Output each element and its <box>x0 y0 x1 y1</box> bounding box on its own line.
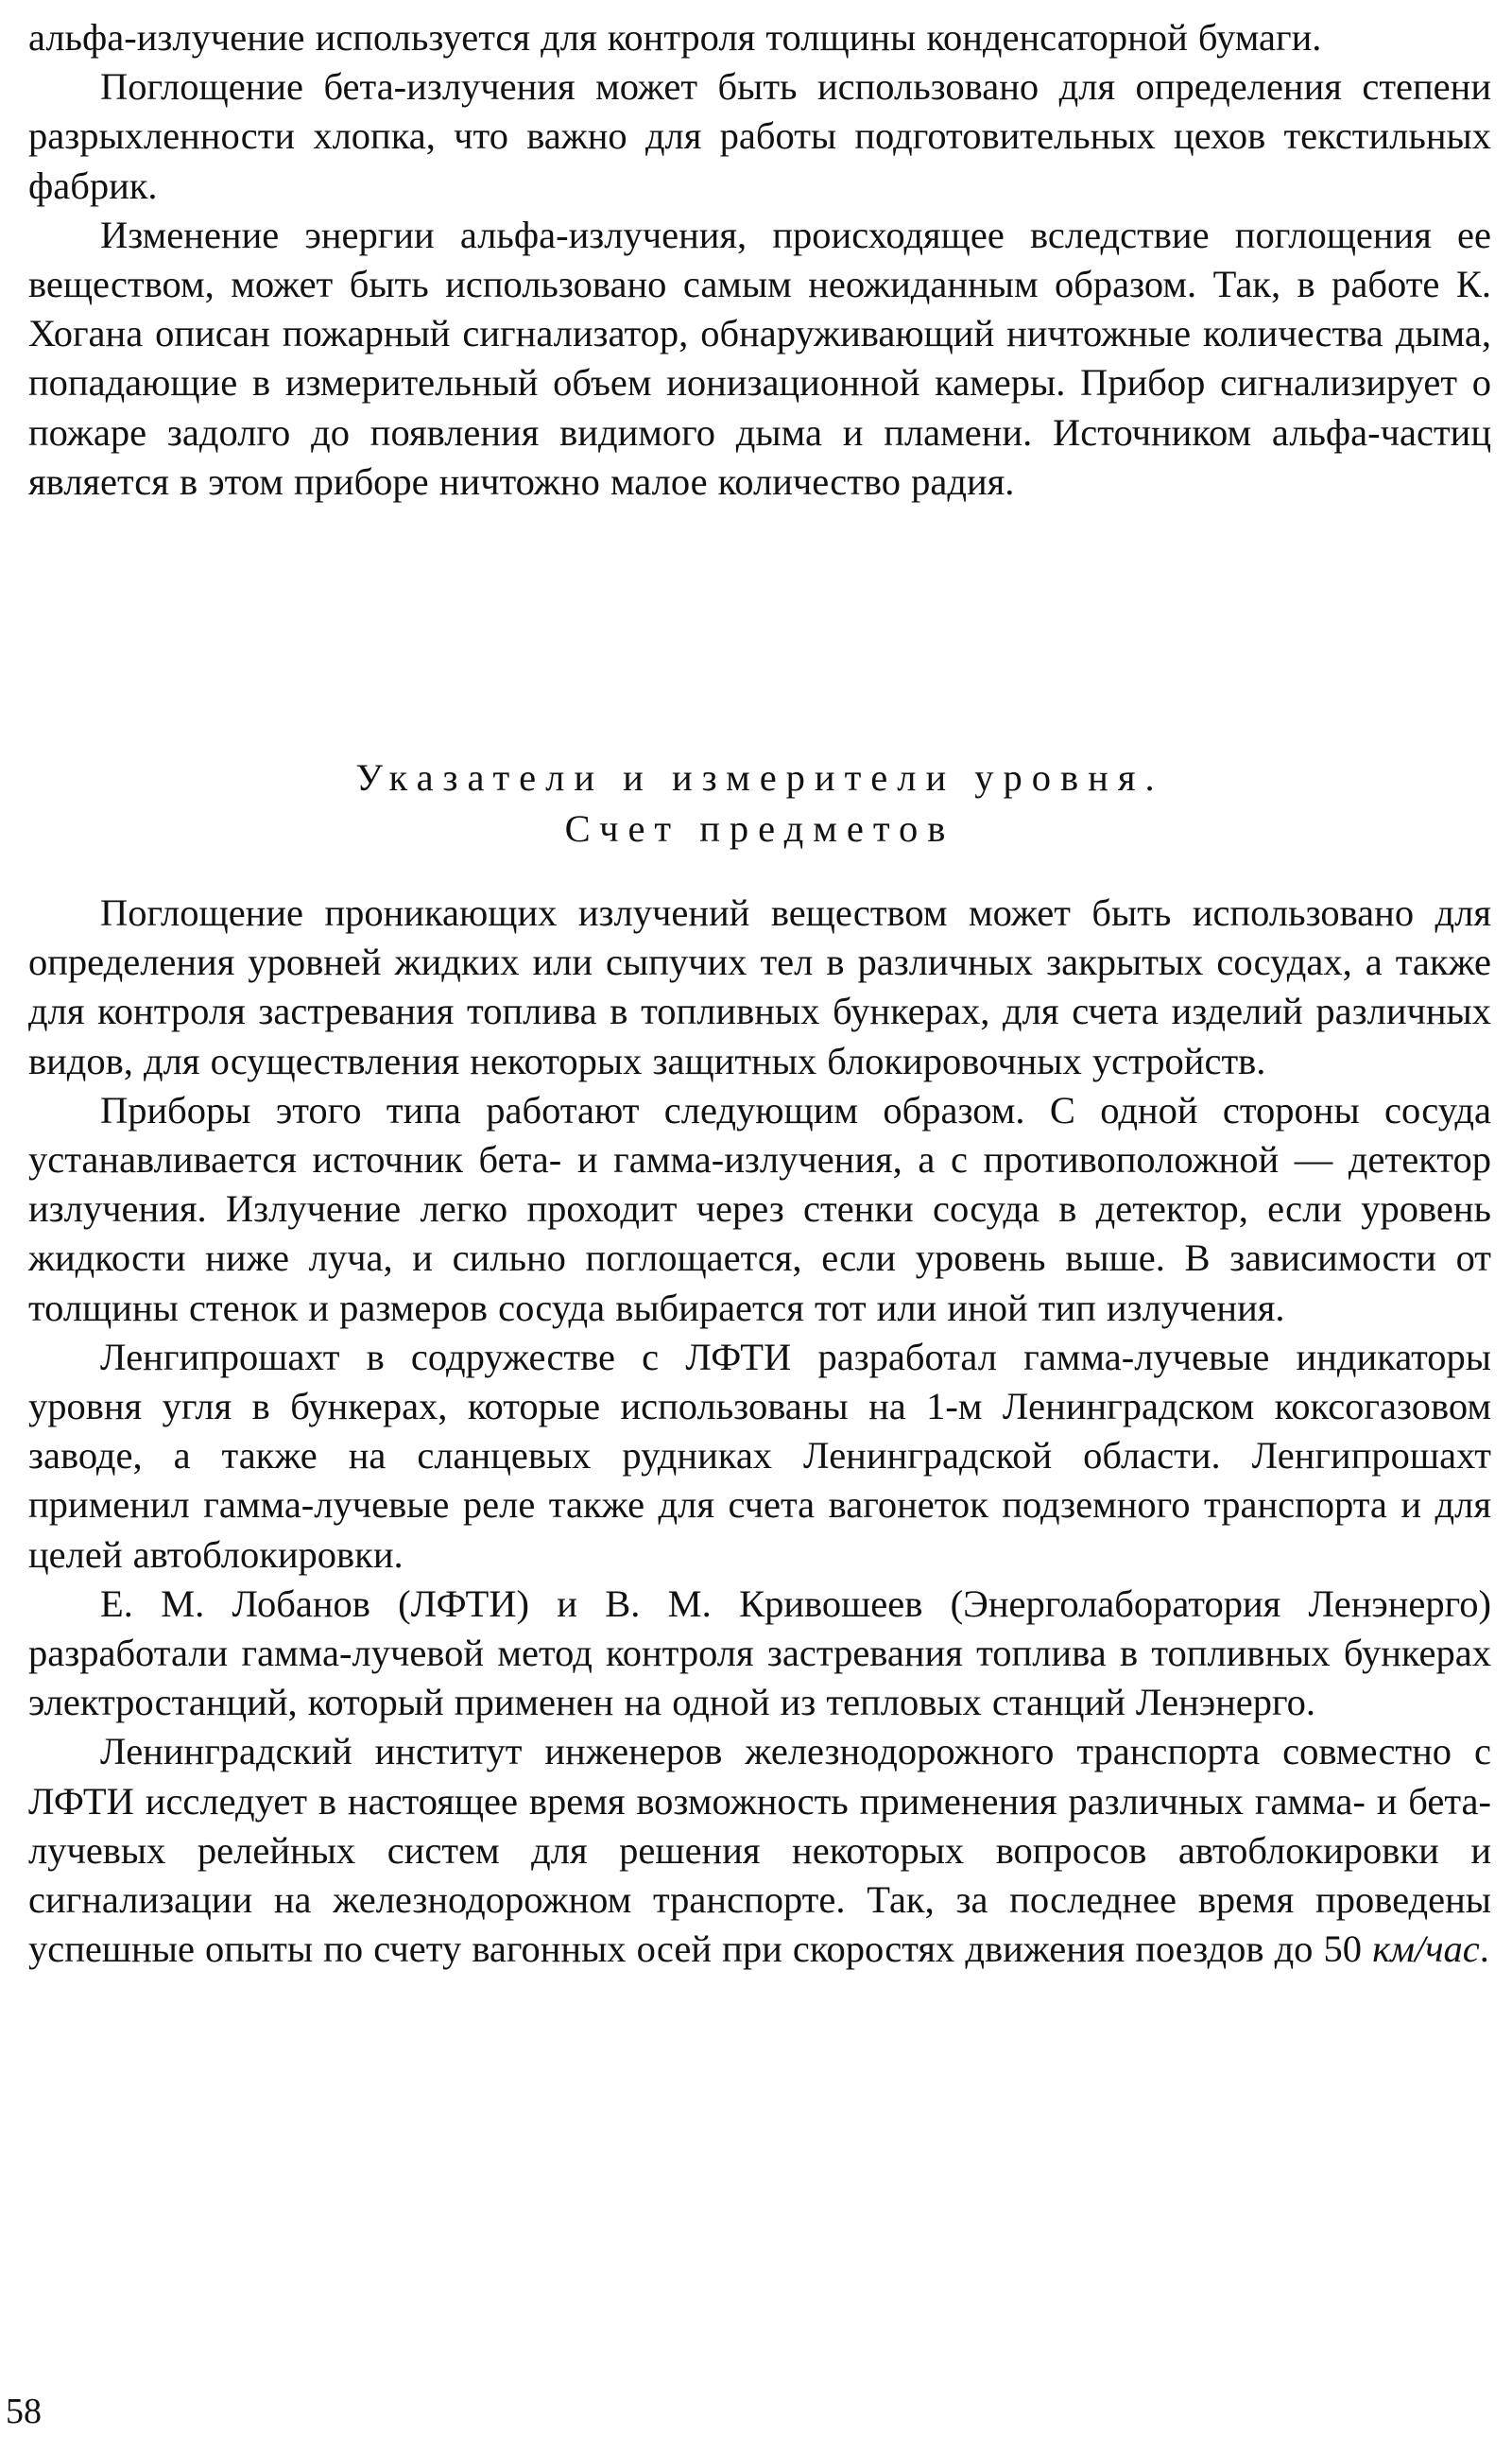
paragraph-absorption: Поглощение проникающих излучений веществом может быть использовано для определения уровней жидких или сыпучих тел в различных закрытых сосудах, а также для контроля застревания топлива в топливных бункерах, для счета изделий различных видов, для осуществления некоторых защитных блокировочных устройств. <box>28 891 1491 1082</box>
speed-unit: км/час <box>1372 1927 1480 1971</box>
paragraph-fire-alarm: Изменение энергии альфа-излучения, происходящее вследствие поглощения ее веществом, может быть использовано самым неожиданным образом. Так, в работе К. Хогана описан пожарный сигнализатор, обнаруживающий ничтожные количества дыма, попадающие в измерительный объем ионизационной камеры. Прибор сигнализирует о пожаре задолго до появления видимого дыма и пламени. Источником альфа-частиц является в этом приборе ничтожно малое количество радия. <box>28 213 1491 503</box>
paragraph-railway-end: . <box>1479 1927 1489 1971</box>
paragraph-railway-text: Ленинградский институт инженеров железнодорожного транспорта совместно с ЛФТИ исследует в настоящее время возможность применения различных гамма- и бета-лучевых релейных систем для решения некоторых вопросов автоблокировки и сигнализации на железнодорожном транспорте. Так, за последнее время проведены успешные опыты по счету вагонных осей при скоростях движения поездов до 50 <box>28 1730 1491 1971</box>
section-body <box>28 889 1491 1974</box>
section-title-line-2: Счет предметов <box>564 807 955 850</box>
page-number: 58 <box>6 2392 42 2431</box>
paragraph-continuation: альфа-излучение используется для контроля толщины конденсаторной бумаги. <box>28 16 1322 59</box>
section-title-line-1: Указатели и измерители уровня. <box>355 756 1164 799</box>
section-heading <box>28 752 1491 855</box>
paragraph-railway <box>28 1727 1491 1974</box>
top-text-block <box>28 13 1491 507</box>
paragraph-beta-cotton: Поглощение бета-излучения может быть использовано для определения степени разрыхленности хлопка, что важно для работы подготовительных цехов текстильных фабрик. <box>28 65 1491 207</box>
paragraph-lengiproshakht: Ленгипрошахт в содружестве с ЛФТИ разработал гамма-лучевые индикаторы уровня угля в бункерах, которые использованы на 1-м Ленинградском коксогазовом заводе, а также на сланцевых рудниках Ленинградской области. Ленгипрошахт применил гамма-лучевые реле также для счета вагонеток подземного транспорта и для целей автоблокировки. <box>28 1335 1491 1576</box>
paragraph-devices: Приборы этого типа работают следующим образом. С одной стороны сосуда устанавливается источник бета- и гамма-излучения, а с противоположной — детектор излучения. Излучение легко проходит через стенки сосуда в детектор, если уровень жидкости ниже луча, и сильно поглощается, если уровень выше. В зависимости от толщины стенок и размеров сосуда выбирается тот или иной тип излучения. <box>28 1088 1491 1329</box>
paragraph-lobanov: Е. М. Лобанов (ЛФТИ) и В. М. Кривошеев (Энерголаборатория Ленэнерго) разработали гамма-лучевой метод контроля застревания топлива в топливных бункерах электростанций, который применен на одной из тепловых станций Ленэнерго. <box>28 1581 1491 1724</box>
